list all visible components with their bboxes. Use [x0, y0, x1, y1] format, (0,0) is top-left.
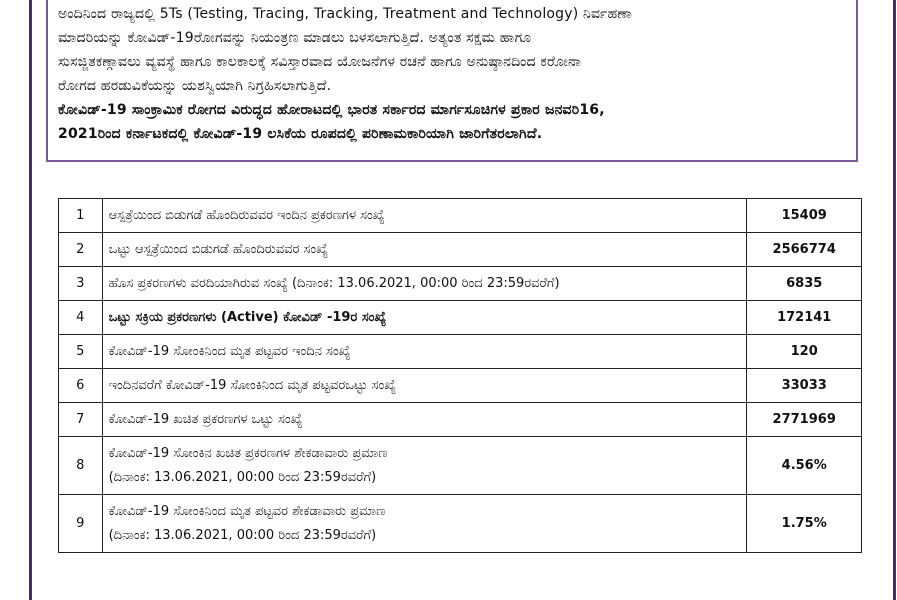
table-row: [59, 233, 862, 267]
table-row: [59, 199, 862, 233]
row-description-text: ಕೋವಿಡ್-19 ಸೋಂಕಿನಿಂದ ಮೃತ ಪಟ್ಟವರ ಇಂದಿನ ಸಂಖ್ಯೆ: [108, 343, 351, 359]
row-number: 3: [59, 267, 103, 301]
row-number: 7: [59, 403, 103, 437]
row-value: 33033: [747, 369, 862, 403]
row-description-text: ಒಟ್ಟು ಆಸ್ಪತ್ರೆಯಿಂದ ಬಿಡುಗಡೆ ಹೊಂದಿರುವವರ ಸಂಖ್ಯೆ: [108, 241, 328, 257]
row-description: [102, 369, 747, 403]
table-row: [59, 369, 862, 403]
intro-line: ಮಾದರಿಯನ್ನು ಕೋವಿಡ್-19ರೋಗವನ್ನು ನಿಯಂತ್ರಣ ಮಾಡಲು ಬಳಸಲಾಗುತ್ತಿದೆ. ಅತ್ಯಂತ ಸಕ್ಷಮ ಹಾಗೂ: [58, 30, 532, 46]
row-value: 6835: [747, 267, 862, 301]
row-description: [102, 199, 747, 233]
row-value: 172141: [747, 301, 862, 335]
row-date-note: (ದಿನಾಂಕ: 13.06.2021, 00:00 ರಿಂದ 23:59ರವರೆಗೆ): [108, 527, 377, 543]
page-border-left: [29, 0, 32, 600]
row-number: 8: [59, 437, 103, 495]
table-row: [59, 403, 862, 437]
row-number: 6: [59, 369, 103, 403]
table-row: [59, 301, 862, 335]
row-value: 1.75%: [747, 495, 862, 553]
row-value: 2771969: [747, 403, 862, 437]
table-row: [59, 437, 862, 495]
row-value: 15409: [747, 199, 862, 233]
intro-line: 2021ರಿಂದ ಕರ್ನಾಟಕದಲ್ಲಿ ಕೋವಿಡ್-19 ಲಸಿಕೆಯ ರೂಪದಲ್ಲಿ ಪರಿಣಾಮಕಾರಿಯಾಗಿ ಜಾರಿಗೆತರಲಾಗಿದೆ.: [58, 126, 543, 142]
row-description: [102, 301, 747, 335]
table-row: [59, 267, 862, 301]
row-description: [102, 233, 747, 267]
intro-paragraph-box: [46, 0, 858, 162]
row-description: [102, 495, 747, 553]
row-description-text: ಇಂದಿನವರೆಗೆ ಕೋವಿಡ್-19 ಸೋಂಕಿನಿಂದ ಮೃತ ಪಟ್ಟವರಒಟ್ಟು ಸಂಖ್ಯೆ: [108, 377, 397, 393]
table-row: [59, 495, 862, 553]
intro-line: ಸುಸಜ್ಜಿತಕಣ್ಗಾವಲು ವ್ಯವಸ್ಥೆ ಹಾಗೂ ಕಾಲಕಾಲಕ್ಕೆ ಸವಿಸ್ತಾರವಾದ ಯೋಜನೆಗಳ ರಚನೆ ಹಾಗೂ ಅನುಷ್ಠಾನದಿಂದ ಕರೋನಾ: [58, 54, 581, 70]
row-description: [102, 267, 747, 301]
row-description-text: ಒಟ್ಟು ಸಕ್ರಿಯ ಪ್ರಕರಣಗಳು (Active) ಕೋವಿಡ್ -19ರ ಸಂಖ್ಯೆ: [108, 309, 387, 325]
table-row: [59, 335, 862, 369]
row-number: 2: [59, 233, 103, 267]
row-description: [102, 437, 747, 495]
intro-line: ಅಂದಿನಿಂದ ರಾಜ್ಯದಲ್ಲಿ 5Ts (Testing, Tracing, Tracking, Treatment and Technology) ನಿರ್ವಹಣಾ: [58, 6, 633, 22]
row-date-note: (ದಿನಾಂಕ: 13.06.2021, 00:00 ರಿಂದ 23:59ರವರೆಗೆ): [108, 469, 377, 485]
row-description: [102, 403, 747, 437]
row-description: [102, 335, 747, 369]
row-value: 120: [747, 335, 862, 369]
row-description-text: ಹೊಸ ಪ್ರಕರಣಗಳು ವರದಿಯಾಗಿರುವ ಸಂಖ್ಯೆ (ದಿನಾಂಕ: 13.06.2021, 00:00 ರಿಂದ 23:59ರವರೆಗೆ): [108, 275, 560, 291]
page-border-right: [893, 0, 896, 600]
row-description-text: ಕೋವಿಡ್-19 ಖಚಿತ ಪ್ರಕರಣಗಳ ಒಟ್ಟು ಸಂಖ್ಯೆ: [108, 411, 303, 427]
intro-line: ರೋಗದ ಹರಡುವಿಕೆಯನ್ನು ಯಶಸ್ವಿಯಾಗಿ ನಿಗ್ರಹಿಸಲಾಗುತ್ತಿದೆ.: [58, 78, 332, 94]
row-number: 1: [59, 199, 103, 233]
intro-line: ಕೋವಿಡ್-19 ಸಾಂಕ್ರಾಮಿಕ ರೋಗದ ವಿರುದ್ಧದ ಹೋರಾಟದಲ್ಲಿ ಭಾರತ ಸರ್ಕಾರದ ಮಾರ್ಗಸೂಚಿಗಳ ಪ್ರಕಾರ ಜನವರಿ16,: [58, 102, 605, 118]
row-value: 2566774: [747, 233, 862, 267]
row-description-text: ಕೋವಿಡ್-19 ಸೋಂಕಿನಿಂದ ಮೃತ ಪಟ್ಟವರ ಶೇಕಡಾವಾರು ಪ್ರಮಾಣ: [108, 503, 386, 519]
covid-stats-table: [58, 198, 862, 553]
row-number: 4: [59, 301, 103, 335]
row-number: 9: [59, 495, 103, 553]
row-number: 5: [59, 335, 103, 369]
row-description-text: ಆಸ್ಪತ್ರೆಯಿಂದ ಬಿಡುಗಡೆ ಹೊಂದಿರುವವರ ಇಂದಿನ ಪ್ರಕರಣಗಳ ಸಂಖ್ಯೆ: [108, 207, 385, 223]
row-value: 4.56%: [747, 437, 862, 495]
row-description-text: ಕೋವಿಡ್-19 ಸೋಂಕಿನ ಖಚಿತ ಪ್ರಕರಣಗಳ ಶೇಕಡಾವಾರು ಪ್ರಮಾಣ: [108, 445, 388, 461]
